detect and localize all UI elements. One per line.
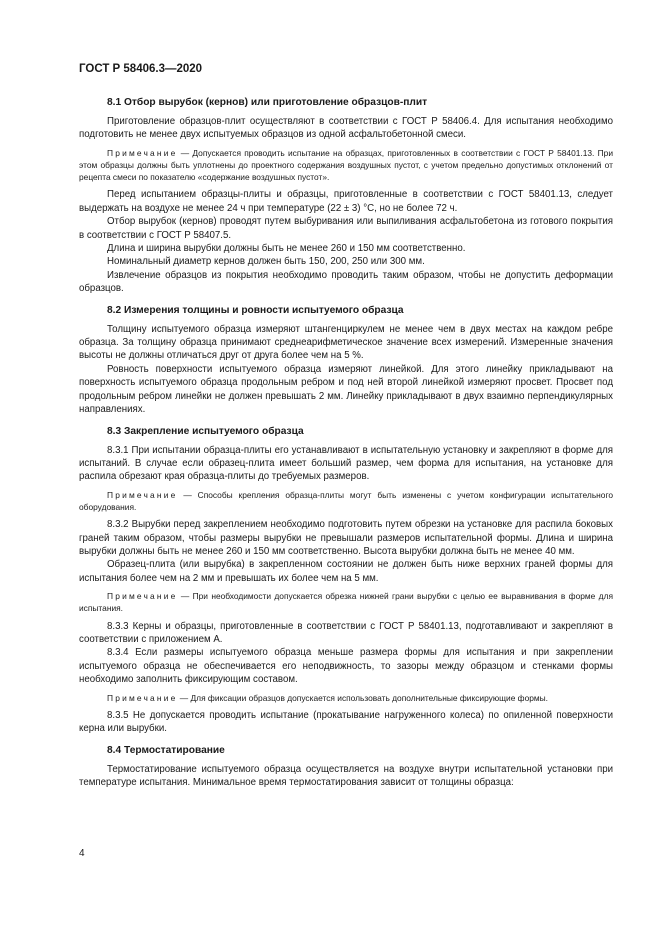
section-8-4-heading: 8.4 Термостатирование: [107, 744, 225, 756]
note: [79, 147, 613, 184]
note-label: Примечание: [107, 591, 178, 602]
paragraph: Отбор вырубок (кернов) проводят путем выбуривания или выпиливания асфальтобетона из готового покрытия в соответствии с ГОСТ Р 58407.5.: [79, 216, 613, 241]
note: [79, 590, 613, 614]
paragraph: 8.3.1 При испытании образца-плиты его устанавливают в испытательную установку и закрепляют в форме для испытаний. В случае если образец-плита имеет больший размер, чем форма для испытания, на установке для распила обрезают края образца-плиты до требуемых размеров.: [79, 444, 613, 483]
note: [79, 489, 613, 513]
paragraph: Перед испытанием образцы-плиты и образцы, приготовленные в соответствии с ГОСТ 58401.13, следует выдержать на воздухе не менее 24 ч при температуре (22 ± 3) °С, но не более 72 ч.: [79, 189, 613, 214]
paragraph: Термостатирование испытуемого образца осуществляется на воздухе внутри испытательной установки при температуре испытания. Минимальное время термостатирования зависит от толщины образца:: [79, 763, 613, 789]
paragraph: Толщину испытуемого образца измеряют штангенциркулем не менее чем в двух местах на каждом ребре образца. За толщину образца принимают среднеарифметическое значение всех измерений. Измеренные значения высоты не должны отличаться друг от друга более чем на 5 %.: [79, 323, 613, 362]
note-text: — Допускается проводить испытание на образцах, приготовленных в соответствии с ГОСТ Р 58401.13. При этом образцы должны быть уплотнены до проектного содержания воздушных пустот, с учетом предельно допустимых отклонений от рецепта смеси по показателю «содержание воздушных пустот».: [79, 147, 613, 183]
section-8-3-heading: 8.3 Закрепление испытуемого образца: [107, 425, 304, 437]
document-body: [79, 95, 613, 789]
paragraph: 8.3.4 Если размеры испытуемого образца меньше размера формы для испытания и при закреплении испытуемого образца не обеспечивается его неподвижность, то зазоры между образцом и стенками формы необходимо заполнить фиксирующим составом.: [79, 647, 613, 686]
note-text: — Способы крепления образца-плиты могут быть изменены с учетом конфигурации испытательного оборудования.: [79, 489, 613, 512]
note-label: Примечание: [107, 692, 178, 703]
page-number: 4: [79, 848, 85, 859]
note-text: — При необходимости допускается обрезка нижней грани вырубки с целью ее выравнивания в форме для испытания.: [79, 591, 613, 614]
paragraph: Приготовление образцов-плит осуществляют в соответствии с ГОСТ Р 58406.4. Для испытания необходимо подготовить не менее двух испытуемых образцов из одной асфальтобетонной смеси.: [79, 116, 613, 141]
paragraph: Извлечение образцов из покрытия необходимо проводить таким образом, чтобы не допустить деформации образцов.: [79, 269, 613, 295]
document-header: ГОСТ Р 58406.3—2020: [79, 63, 203, 75]
note-label: Примечание: [107, 147, 178, 158]
paragraph: Длина и ширина вырубки должны быть не менее 260 и 150 мм соответственно.: [107, 243, 466, 255]
note-label: Примечание: [107, 489, 178, 500]
section-8-1-heading: 8.1 Отбор вырубок (кернов) или приготовление образцов-плит: [107, 97, 428, 108]
paragraph: Образец-плита (или вырубка) в закрепленном состоянии не должен быть ниже верхних граней формы для испытания более чем на 2 мм и превышать их более чем на 5 мм.: [79, 559, 613, 584]
paragraph: 8.3.3 Керны и образцы, приготовленные в соответствии с ГОСТ Р 58401.13, подготавливают и закрепляют в соответствии с приложением А.: [79, 620, 613, 645]
paragraph: 8.3.2 Вырубки перед закреплением необходимо подготовить путем обрезки на установке для распила боковых граней таким образом, чтобы размеры вырубки не превышали размеров испытательной формы. Длина и ширина вырубки должны быть не менее 260 и 150 мм соответственно. Высота вырубки должна быть не менее 40 мм.: [79, 519, 613, 557]
note: [79, 692, 613, 704]
paragraph: 8.3.5 Не допускается проводить испытание (прокатывание нагруженного колеса) по опиленной поверхности керна или вырубки.: [79, 709, 613, 735]
paragraph: Номинальный диаметр кернов должен быть 150, 200, 250 или 300 мм.: [107, 256, 425, 268]
note-text: — Для фиксации образцов допускается использовать дополнительные фиксирующие формы.: [177, 692, 548, 703]
paragraph: Ровность поверхности испытуемого образца измеряют линейкой. Для этого линейку прикладывают на поверхность испытуемого образца продольным ребром и под ней второй линейкой измеряют просвет. Просвет под продольным ребром линейки не должен превышать 2 мм. Линейку прикладывают в двух взаимно перпендикулярных направлениях.: [79, 363, 613, 416]
section-8-2-heading: 8.2 Измерения толщины и ровности испытуемого образца: [107, 304, 404, 316]
